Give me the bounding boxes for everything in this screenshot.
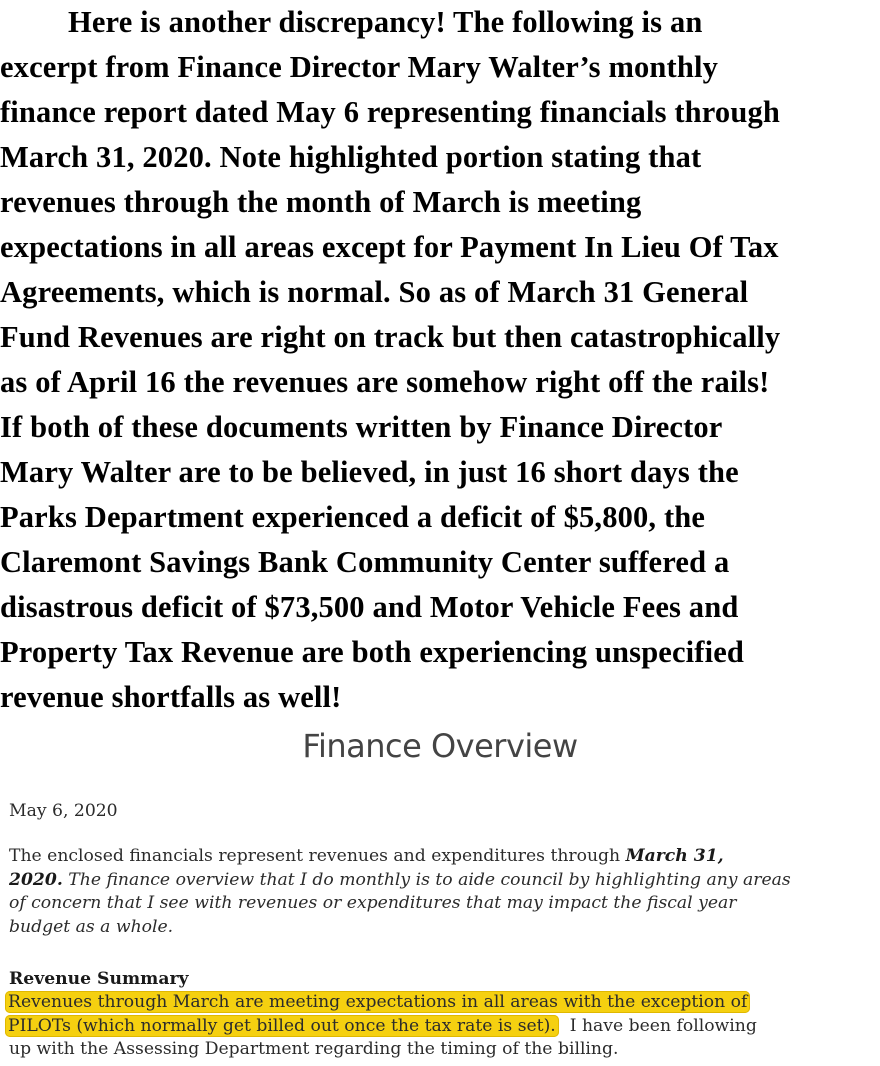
commentary-line: revenues through the month of March is meeting bbox=[0, 185, 642, 219]
revenue-line: up with the Assessing Department regarding the timing of the billing. bbox=[9, 1039, 619, 1060]
commentary-line: Here is another discrepancy! The following is an bbox=[68, 5, 703, 39]
revenue-summary-heading: Revenue Summary bbox=[9, 969, 189, 989]
commentary-line: Fund Revenues are right on track but then catastrophically bbox=[0, 320, 781, 354]
revenue-line bbox=[9, 991, 757, 1015]
highlighted-text: Revenues through March are meeting expectations in all areas with the exception of bbox=[5, 991, 750, 1013]
intro-line bbox=[9, 845, 791, 869]
commentary-line: as of April 16 the revenues are somehow right off the rails! bbox=[0, 365, 770, 399]
commentary-line: finance report dated May 6 representing financials through bbox=[0, 95, 780, 129]
intro-date-bold: March 31, bbox=[625, 846, 724, 866]
commentary-line: Agreements, which is normal. So as of March 31 General bbox=[0, 275, 749, 309]
commentary-line: revenue shortfalls as well! bbox=[0, 680, 342, 714]
intro-text: The enclosed financials represent revenues and expenditures through bbox=[9, 846, 626, 866]
intro-year-bold: 2020. bbox=[9, 869, 63, 890]
commentary-line: excerpt from Finance Director Mary Walter’s monthly bbox=[0, 50, 718, 84]
intro-line: of concern that I see with revenues or expenditures that may impact the fiscal year bbox=[9, 893, 737, 914]
commentary-line: expectations in all areas except for Payment In Lieu Of Tax bbox=[0, 230, 779, 264]
revenue-line bbox=[9, 1015, 757, 1039]
commentary-line: Mary Walter are to be believed, in just 16 short days the bbox=[0, 455, 739, 489]
commentary-line: March 31, 2020. Note highlighted portion stating that bbox=[0, 140, 702, 174]
revenue-summary-body bbox=[9, 991, 757, 1062]
report-date: May 6, 2020 bbox=[9, 801, 118, 821]
intro-line bbox=[9, 869, 791, 893]
commentary-line: Parks Department experienced a deficit of $5,800, the bbox=[0, 500, 706, 534]
intro-line: budget as a whole. bbox=[9, 916, 174, 937]
commentary-line: Property Tax Revenue are both experiencing unspecified bbox=[0, 635, 745, 669]
finance-overview-title: Finance Overview bbox=[302, 727, 578, 765]
commentary-line: If both of these documents written by Finance Director bbox=[0, 410, 723, 444]
intro-text: The finance overview that I do monthly is to aide council by highlighting any areas bbox=[62, 869, 791, 890]
commentary-line: disastrous deficit of $73,500 and Motor Vehicle Fees and bbox=[0, 590, 739, 624]
revenue-text: I have been following bbox=[558, 1015, 757, 1036]
highlighted-text: PILOTs (which normally get billed out once the tax rate is set). bbox=[5, 1015, 559, 1037]
intro-paragraph bbox=[9, 845, 791, 939]
commentary-line: Claremont Savings Bank Community Center suffered a bbox=[0, 545, 730, 579]
